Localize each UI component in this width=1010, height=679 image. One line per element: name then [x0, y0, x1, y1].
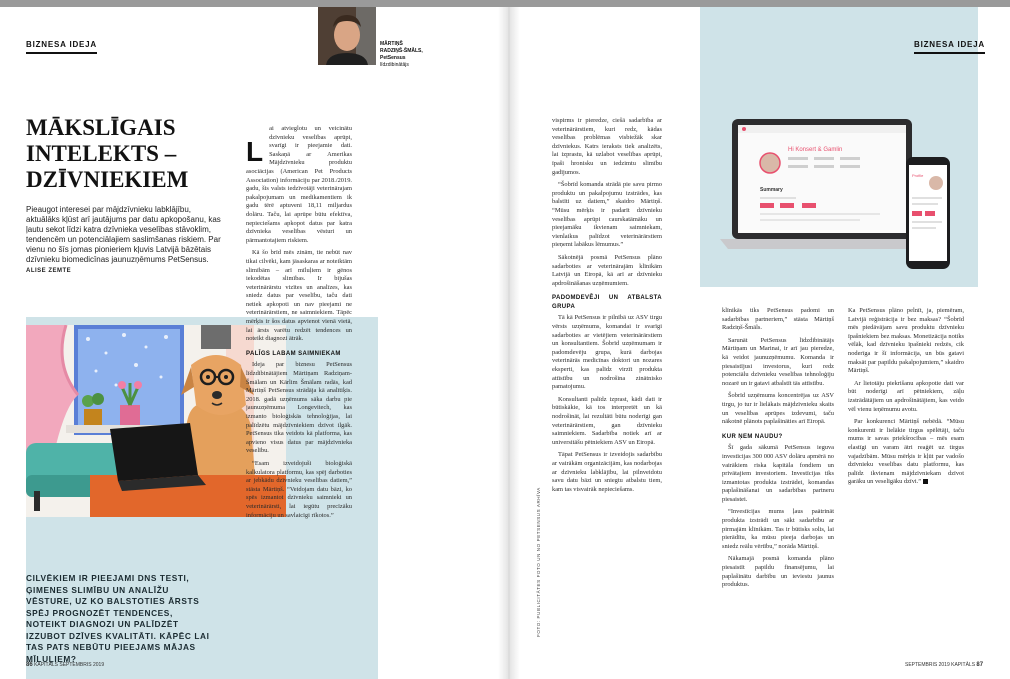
text-column-3	[722, 307, 834, 662]
c3-paragraph-4: Šī gada sākumā PetSensus ieguva investīcijas 300 000 ASV dolāru apmērā no vairākiem riska kapitāla fondiem un privātajiem investoriem. Investīcijas tiks izmantotas produkta izstrādei, komandas paplašināšanai un sadarbības partneru piesaistei.	[722, 444, 834, 503]
page-number-left: 86	[26, 662, 33, 668]
page-gutter	[498, 7, 520, 679]
svg-text:Summary: Summary	[760, 187, 783, 193]
c2-paragraph-1: vispirms ir pieredze, ciešā sadarbība ar veterinārārstiem, kuri redz, kādas veselības problēmas visbiežāk skar dzīvniekus. Katrs ieraksts tiek analizēts, lai izprastu, kā uzlabot veselības aprūpi, īpaši hronisku un iedzimtu slimību gadījumos.	[552, 117, 662, 176]
photo-credit: FOTO: PUBLICITĀTES FOTO UN NO PETSENSUS ARHĪVA	[536, 487, 541, 637]
page-number-right: 87	[976, 662, 984, 668]
svg-text:Hi Konsert & Gamlin: Hi Konsert & Gamlin	[788, 147, 843, 153]
c2-paragraph-2: “Šobrīd komanda strādā pie savu pirmo produktu un pakalpojumu izstrādes, kas balstīti uz datiem,” skaidro Mārtiņš. “Mūsu mērķis ir padarīt dzīvnieku veselības aprūpi caurskatāmāku un pieejamāku ikvienam saimniekam, vienlaikus palīdzot veterinārārstiem pieņemt labākus lēmumus.”	[552, 181, 662, 249]
author-role-2: līdzdibinātājs	[380, 62, 409, 68]
text-column-4	[848, 307, 964, 652]
article-lead	[26, 205, 226, 276]
c2-paragraph-5: Konsultanti palīdz izprast, kādi dati ir būtiskākie, kā tos interpretēt un kā nodrošināt, lai rezultāti būtu noderīgi gan veterinārārstiem, gan dzīvnieku saimniekiem. Sadarbība notiek arī ar universitāšu pētniekiem ASV un Eiropā.	[552, 395, 662, 446]
text-column-1	[246, 125, 352, 660]
c1-paragraph-4: “Esam izveidojuši bioloģiskā kalkulatora platformu, kas spēj darboties ar jebkādu dzīvnieku veselības datiem,” stāsta Mārtiņš. “Veidojam datu bāzi, ko spēs izmantot dzīvnieku saimnieki un veterinārārsti, lai iegūtu precīzāku informāciju un savlaicīgi rīkotos.”	[246, 459, 352, 519]
folio-left-text: KAPITĀLS SEPTEMBRIS 2019	[34, 662, 105, 668]
c1-subheading: PALĪGS LABAM SAIMNIEKAM	[246, 350, 341, 357]
svg-text:Profile: Profile	[912, 173, 924, 178]
headline-line-2: INTELEKTS –	[26, 141, 177, 166]
c4-paragraph-3	[848, 418, 964, 487]
magazine-spread	[0, 7, 1010, 679]
author-info	[380, 41, 450, 69]
c1-paragraph-2: Kā šo brīd mēs zinām, tie nebūt nav tikai cilvēki, kam jāsaskaras ar noteiktām slimībām – arī mīluļiem ir gēnos iekodētas slimības. Ir bijušas veterinārārstu vizītes un analīzes, kas sniedz datus par veselību, taču dati netiek apkopoti un nav pieejami ne veterinārārstiem, ne saimniekiem. Tāpēc mērķis ir šos datus apvienot vienā vietā, lai ārsts varētu redzēt tendences un noteikt diagnozi ātrāk.	[246, 249, 352, 343]
author-photo	[318, 7, 376, 65]
author-name-1: MĀRTIŅŠ	[380, 41, 403, 47]
c3-paragraph-5: “Investīcijas mums ļaus paātrināt produkta izstrādi un sākt sadarbību ar pirmajām klīnikām. Tas ir būtisks solis, lai pierādītu, ka mūsu pieeja darbojas un sniedz reālu vērtību,” norāda Mārtiņš.	[722, 508, 834, 550]
pull-quote: CILVĒKIEM IR PIEEJAMI DNS TESTI, ĢIMENES SLIMĪBU UN ANALĪŽU VĒSTURE, UZ KO BALSTOTIES ĀRSTS SPĒJ PROGNOZĒT TENDENCES, NOTEIKT DIAGNOZI UN PALĪDZĒT IZZUBOT DZĪVES KVALITĀTI. KĀPĒC LAI TAS PATS NEBŪTU PIEEJAMS MĀJAS MĪLUĻIEM?	[26, 573, 210, 664]
text-column-2	[552, 117, 662, 652]
headline-line-3: DZĪVNIEKIEM	[26, 167, 189, 192]
lead-text: Pieaugot interesei par mājdzīvnieku labklājību, aktuālāks kļūst arī jautājums par datu apkopošanu, kas ļautu sekot līdzi katra dzīvnieka veselības stāvoklim, tendencēm un potenciālajiem saslimšanas riskiem. Par vienu no šīs jomas pionieriem kļuvis Latvijā bāzētais dzīvnieku biomedicīnas jaunuzņēmums PetSensus.	[26, 205, 221, 264]
author-name-2: RADZIŅŠ-ŠMĀLS,	[380, 48, 423, 54]
folio-left	[26, 662, 104, 668]
c3-paragraph-2: Sarunāt PetSensus līdzdibinātājs Mārtiņam un Marinai, ir arī jau pieredze, kā veidot jaunuzņēmumu. Komanda ir piesaistījusi investorus, kuri redz potenciālu dzīvnieku veselības tehnoloģiju nozarē un ir gatavi atbalstīt tās attīstību.	[722, 336, 834, 387]
end-mark-icon	[923, 479, 928, 484]
c2-paragraph-4: Tā kā PetSensus ir pilnībā uz ASV tirgu vērsts uzņēmums, komandai ir svarīgi sadarboties ar vietējiem veterinārārstiem un konsultantiem. Šobrīd uzņēmumam ir padomdevēju grupa, kurā darbojas veterinārās medicīnas doktori un nozares eksperti, kas palīdz virzīt produkta attīstību un nodrošina zinātnisko pamatojumu.	[552, 314, 662, 391]
c1-paragraph-1: ai atvieglotu un veicinātu dzīvnieku veselības aprūpi, svarīgi ir pieejamie dati. Saskaņā ar Amerikas Mājdzīvnieku produktu asociācijas (American Pet Products Association) informāciju par 2018./2019. gadu, šis valsts iedzīvotāji veterinārajam pakalpojumam un medikamentiem ik gadu tērē aptuveni 18,11 miljardus dolāru. Taču, lai aprūpe būtu efektīva, nepieciešams apkopot datus par katra dzīvnieka veselības vēsturi un pārmantotajiem riskiem.	[246, 125, 352, 244]
c1-paragraph-3: Ideja par biznesu PetSensus līdzdibinātājiem Mārtiņam Radziņam-Šmālam un Kārlim Šmālam radās, kad Mārtiņš PetSensus strādāja kā analītiķis. 2018. gadā uzņēmums sāka darbu pie jaunuzņēmuma Longevitech, kas izmanto bioloģiskās tehnoloģijas, lai palīdzētu mājdzīvniekiem dzīvot ilgāk. PetSensus tika veidots kā platforma, kas apvieno visus datus par mājdzīvnieka veselību.	[246, 361, 352, 455]
c3-paragraph-1: klīnikās tiks PetSensus padomi un sadarbības partneriem,” stāsta Mārtiņš Radziņš-Šmāls.	[722, 307, 834, 332]
author-role-1: PetSensus	[380, 55, 406, 61]
drop-cap: L	[246, 136, 264, 167]
c2-paragraph-6: Tāpat PetSensus ir izveidojis sadarbību ar vairākām organizācijām, kas nodarbojas ar dzīvnieku labklājību, lai pilnveidotu savu datu bāzi un sniegtu atbalstu tiem, kam tas visvairāk nepieciešams.	[552, 451, 662, 493]
headline-line-1: MĀKSLĪGAIS	[26, 115, 176, 140]
c3-subheading: KUR ŅEM NAUDU?	[722, 433, 783, 440]
section-tag-right: BIZNESA IDEJA	[914, 40, 985, 54]
c4-paragraph-1: Ka PetSensus plāno pelnīt, ja, piemēram, Latvijā reģistrācija ir bez maksas? “Šobrīd mēs piedāvājam savu produktu dzīvnieku īpašniekiem bez maksas. Monetizācija notiks vēlāk, kad dzīvnieku īpašnieki redzēs, cik noderīga ir šī informācija, un būs gatavi maksāt par papildu pakalpojumiem,” skaidro Mārtiņš.	[848, 307, 964, 375]
author-portrait-icon	[318, 7, 376, 65]
article-headline	[26, 115, 226, 193]
laptop-phone-icon	[720, 117, 960, 277]
section-tag-left: BIZNESA IDEJA	[26, 40, 97, 54]
c3-paragraph-6: Nākamajā posmā komanda plāno piesaistīt papildu finansējumu, lai paplašinātu darbību un ieviestu jaunus produktus.	[722, 555, 834, 589]
c4-paragraph-3-text: Par konkurenci Mārtiņš nebēdā. “Mūsu konkurenti ir lielākie tirgus spēlētāji, taču mums ir savas priekšrocības – mēs esam elastīgi un varam ātri reaģēt uz tirgus vajadzībām. Mūsu mērķis ir kļūt par vadošo dzīvnieku veselības datu platformu, kas palīdz ikvienam mājdzīvniekam dzīvot garāku un veselīgāku dzīvi.”	[848, 418, 964, 486]
c2-subheading: PADOMDEVĒJI UN ATBALSTA GRUPA	[552, 295, 662, 310]
folio-right-text: SEPTEMBRIS 2019 KAPITĀLS	[905, 662, 976, 668]
lead-byline: ALISE ZEMTE	[26, 268, 72, 274]
c2-paragraph-3: Sākotnējā posmā PetSensus plāno sadarboties ar veterinārajām klīnikām Latvijā un Eiropā, kā arī ar dzīvnieku apdrošināšanas uzņēmumiem.	[552, 253, 662, 287]
folio-right	[905, 662, 983, 668]
c4-paragraph-2: Ar lietotāju piekrišanu apkopotie dati var būt noderīgi arī pētniekiem, zāļu izstrādātājiem un apdrošinātājiem, kas veido vēl vienu ieņēmumu avotu.	[848, 379, 964, 413]
c3-paragraph-3: Šobrīd uzņēmums koncentrējas uz ASV tirgu, jo tur ir lielākais mājdzīvnieku skaits un veselības aprūpes izdevumi, taču nākotnē plānots paplašināties arī Eiropā.	[722, 392, 834, 426]
app-devices-mockup	[720, 117, 960, 277]
